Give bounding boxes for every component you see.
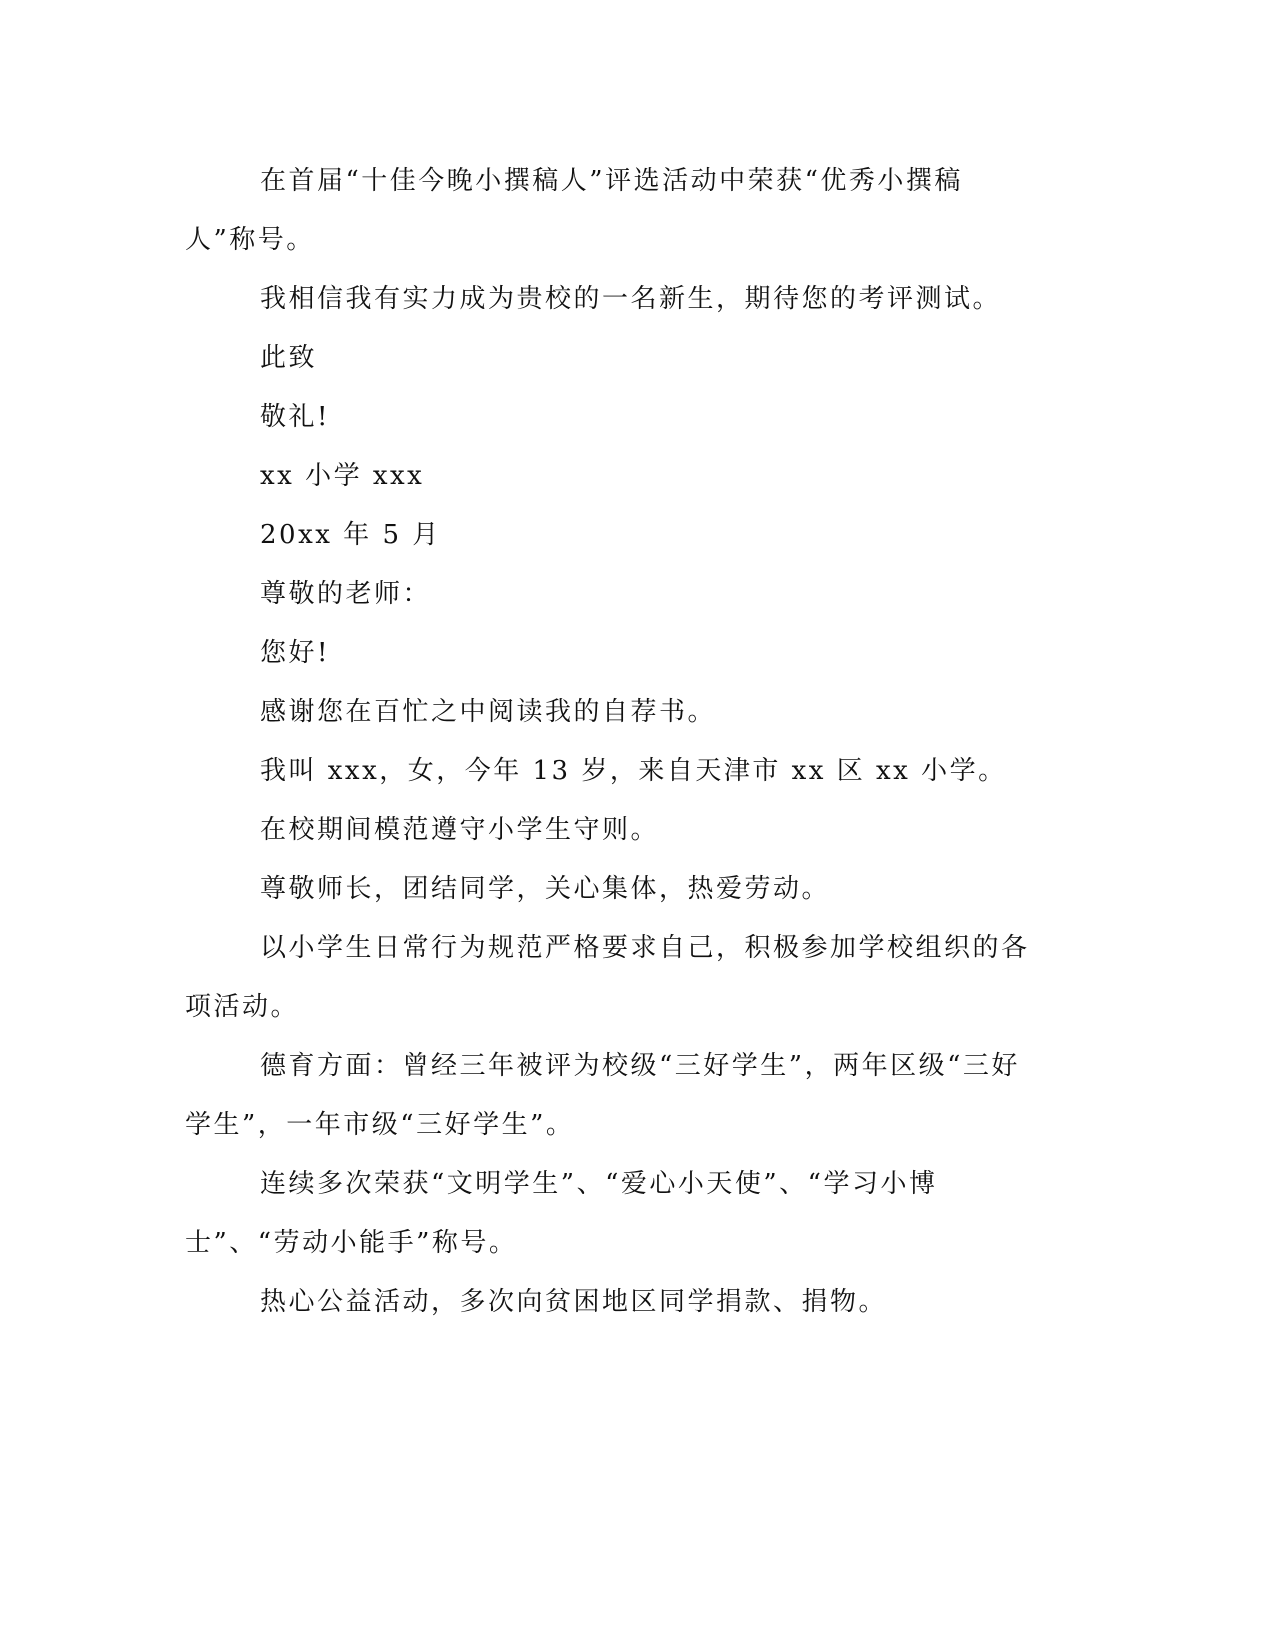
greeting: 您好! xyxy=(260,638,330,668)
paragraph-moral-education: 德育方面：曾经三年被评为校级“三好学生”，两年区级“三好学生”，一年市级“三好学生”。 xyxy=(185,1051,1020,1140)
paragraph-award-title: 在首届“十佳今晚小撰稿人”评选活动中荣获“优秀小撰稿人”称号。 xyxy=(185,166,963,255)
paragraph-respect: 尊敬师长，团结同学，关心集体，热爱劳动。 xyxy=(260,874,831,904)
paragraph-confidence: 我相信我有实力成为贵校的一名新生，期待您的考评测试。 xyxy=(260,284,1002,314)
signature-name: xx 小学 xxx xyxy=(260,461,425,491)
paragraph-thanks: 感谢您在百忙之中阅读我的自荐书。 xyxy=(260,697,717,727)
signature-date: 20xx 年 5 月 xyxy=(260,520,441,550)
paragraph-rules: 在校期间模范遵守小学生守则。 xyxy=(260,815,660,845)
paragraph-introduction: 我叫 xxx，女，今年 13 岁，来自天津市 xx 区 xx 小学。 xyxy=(260,756,1007,786)
paragraph-honors: 连续多次荣获“文明学生”、“爱心小天使”、“学习小博士”、“劳动小能手”称号。 xyxy=(185,1169,938,1258)
paragraph-activities: 以小学生日常行为规范严格要求自己，积极参加学校组织的各项活动。 xyxy=(185,933,1030,1022)
paragraph-charity: 热心公益活动，多次向贫困地区同学捐款、捐物。 xyxy=(260,1287,888,1317)
paragraph-closing-ci-zhi: 此致 xyxy=(260,343,318,373)
salutation: 尊敬的老师： xyxy=(260,579,432,609)
paragraph-closing-jing-li: 敬礼! xyxy=(260,402,330,432)
